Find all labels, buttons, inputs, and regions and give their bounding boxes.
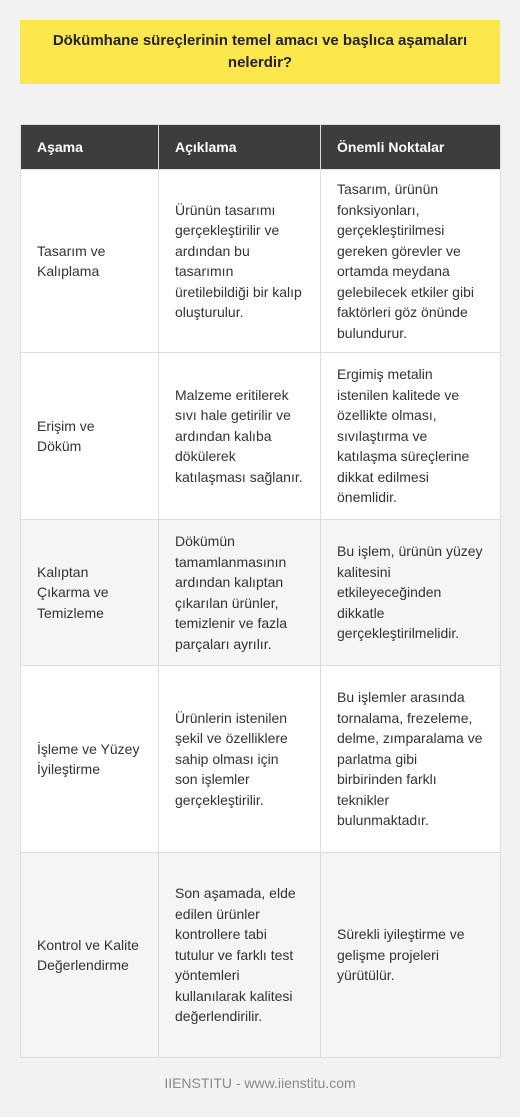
notes-cell: Tasarım, ürünün fonksiyonları, gerçekleştirilmesi gereken görevler ve ortamda meydana gelebilecek etkiler gibi faktörleri göz önünde bulundurur. (321, 170, 501, 353)
description-cell: Ürünlerin istenilen şekil ve özelliklere sahip olması için son işlemler gerçekleştirilir. (159, 666, 321, 853)
stage-cell: Tasarım ve Kalıplama (21, 170, 159, 353)
table-row (21, 853, 501, 1058)
description-cell: Ürünün tasarımı gerçekleştirilir ve ardından bu tasarımın üretilebildiği bir kalıp oluşturulur. (159, 170, 321, 353)
table-header-row (21, 125, 501, 170)
description-cell: Son aşamada, elde edilen ürünler kontrollere tabi tutulur ve farklı test yöntemleri kullanılarak kalitesi değerlendirilir. (159, 853, 321, 1058)
table-row (21, 353, 501, 520)
stage-cell: Erişim ve Döküm (21, 353, 159, 520)
column-header-stage: Aşama (21, 125, 159, 170)
stage-cell: Kalıptan Çıkarma ve Temizleme (21, 520, 159, 666)
page-title: Dökümhane süreçlerinin temel amacı ve başlıca aşamaları nelerdir? (20, 20, 500, 84)
stage-cell: Kontrol ve Kalite Değerlendirme (21, 853, 159, 1058)
stage-cell: İşleme ve Yüzey İyileştirme (21, 666, 159, 853)
notes-cell: Ergimiş metalin istenilen kalitede ve özellikte olması, sıvılaştırma ve katılaşma süreçlerine dikkat edilmesi önemlidir. (321, 353, 501, 520)
table-row (21, 520, 501, 666)
description-cell: Dökümün tamamlanmasının ardından kalıptan çıkarılan ürünler, temizlenir ve fazla parçaları ayrılır. (159, 520, 321, 666)
notes-cell: Sürekli iyileştirme ve gelişme projeleri yürütülür. (321, 853, 501, 1058)
table-row (21, 170, 501, 353)
column-header-notes: Önemli Noktalar (321, 125, 501, 170)
column-header-description: Açıklama (159, 125, 321, 170)
notes-cell: Bu işlemler arasında tornalama, frezeleme, delme, zımparalama ve parlatma gibi birbirinden farklı teknikler bulunmaktadır. (321, 666, 501, 853)
notes-cell: Bu işlem, ürünün yüzey kalitesini etkileyeceğinden dikkatle gerçekleştirilmelidir. (321, 520, 501, 666)
footer-credit: IIENSTITU - www.iienstitu.com (164, 1075, 356, 1091)
table-row (21, 666, 501, 853)
stages-table (20, 124, 501, 1058)
description-cell: Malzeme eritilerek sıvı hale getirilir ve ardından kalıba dökülerek katılaşması sağlanır. (159, 353, 321, 520)
